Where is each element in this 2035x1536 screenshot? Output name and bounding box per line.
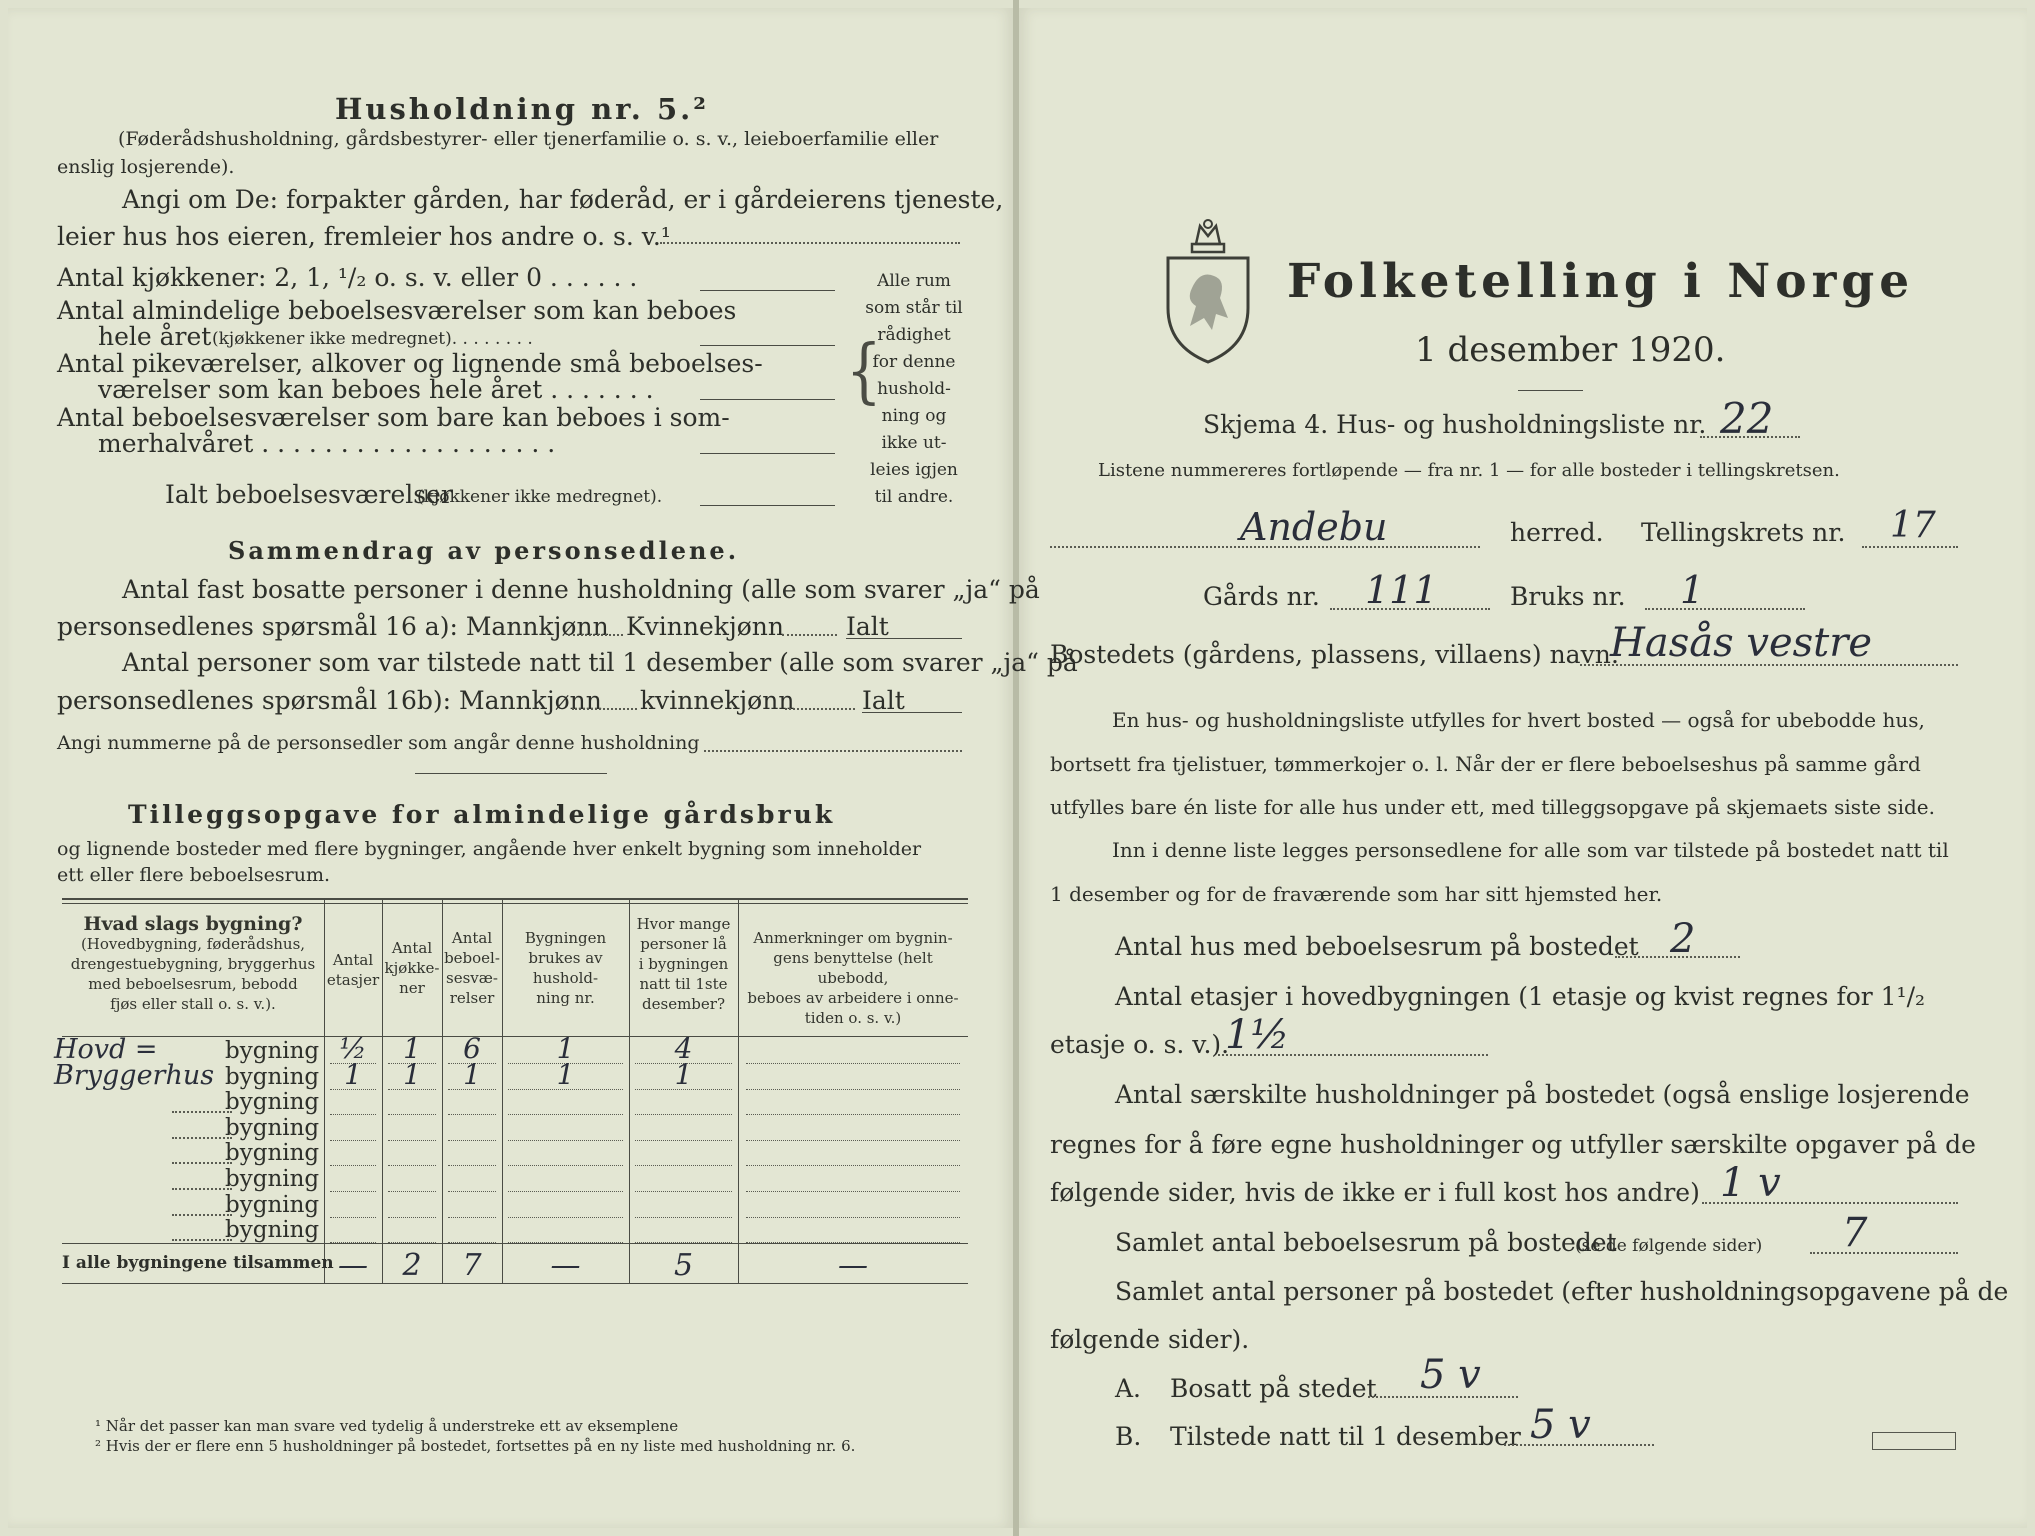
footnote-1: ¹ Når det passer kan man svare ved tydelig å understreke ett av eksemplene: [95, 1417, 679, 1435]
cell-line: [330, 1165, 376, 1166]
schema-line: Skjema 4. Hus- og husholdningsliste nr.: [1203, 410, 1707, 439]
row-building-word: bygning: [225, 1063, 320, 1090]
summary-line-2: personsedlenes spørsmål 16 a): Mannkjønn: [57, 612, 609, 641]
cell-line: [508, 1217, 623, 1218]
header-household: [502, 928, 629, 1008]
herred-value: Andebu: [1240, 505, 1388, 549]
cell-line: [635, 1114, 732, 1115]
page-fold: [1013, 0, 1019, 1536]
female2-line: [785, 708, 855, 710]
cell-etasjer: 1: [344, 1057, 362, 1091]
households-label-3: følgende sider, hvis de ikke er i full kost hos andre): [1050, 1178, 1700, 1207]
floors-label-1: Antal etasjer i hovedbygningen (1 etasje og kvist regnes for 1¹/₂: [1115, 982, 1926, 1011]
summary-line-1: Antal fast bosatte personer i denne husholdning (alle som svarer „ja“ på: [122, 575, 1040, 604]
list-number: 22: [1720, 394, 1774, 443]
cell-line: [508, 1191, 623, 1192]
total-kitchens: 2: [402, 1248, 422, 1283]
header-line: beboes av arbeidere i onne-: [747, 989, 959, 1007]
rooms-total: Ialt beboelsesværelser: [165, 480, 453, 509]
herred-label: herred.: [1510, 518, 1604, 547]
cell-hush: 1: [556, 1032, 575, 1065]
header-line: ning nr.: [536, 989, 595, 1007]
header-line: gens benyttelse (helt ubebodd,: [773, 949, 933, 987]
cell-line: [330, 1242, 376, 1243]
cell-line: [448, 1217, 496, 1218]
table-bottom-rule: [62, 1283, 968, 1284]
separator-rule: [415, 773, 607, 774]
instr-line-4: Inn i denne liste legges personsedlene for alle som var tilstede på bostedet natt til: [1112, 838, 1949, 862]
total-answer-line: [700, 505, 835, 506]
cell-line: [388, 1140, 436, 1141]
header-line: (Hovedbygning, føderådshus,: [80, 935, 306, 953]
rooms-kitchens: Antal kjøkkener: 2, 1, ¹/₂ o. s. v. eller 0 . . . . . .: [57, 263, 638, 292]
household-title: Husholdning nr. 5.²: [335, 92, 709, 126]
cell-line: [448, 1165, 496, 1166]
floors-label-2: etasje o. s. v.).: [1050, 1030, 1230, 1059]
gards-label: Gårds nr.: [1203, 582, 1320, 611]
row-building-name: Hovd =: [54, 1034, 158, 1065]
instr-line-3: utfylles bare én liste for alle hus under ett, med tilleggsopgave på skjemaets siste side.: [1050, 795, 1935, 819]
tellingskrets-label: Tellingskrets nr.: [1641, 518, 1846, 547]
instr-line-5: 1 desember og for de fraværende som har sitt hjemsted her.: [1050, 882, 1663, 906]
remarks-line: [746, 1191, 960, 1192]
resident-letter: A.: [1115, 1374, 1142, 1403]
remarks-line: [746, 1165, 960, 1166]
brace-note-line: leies igjen: [870, 460, 958, 480]
cell-line: [388, 1165, 436, 1166]
row-name-line: [172, 1239, 232, 1241]
row-building-word: bygning: [225, 1140, 320, 1167]
cell-vaer: 6: [463, 1032, 481, 1065]
supplement-line-2: ett eller flere beboelsesrum.: [57, 864, 331, 886]
present-letter: B.: [1115, 1422, 1142, 1451]
cell-pers: 1: [674, 1057, 693, 1091]
numbers-line: [704, 750, 962, 752]
floors-line: [1218, 1054, 1488, 1056]
cell-line: [508, 1089, 623, 1090]
rooms-ordinary-a: Antal almindelige beboelsesværelser som kan beboes: [57, 296, 737, 325]
total-household: —: [550, 1248, 581, 1283]
building-table: [54, 898, 968, 1288]
instr-line-1: En hus- og husholdningsliste utfylles for hvert bosted — også for ubebodde hus,: [1112, 708, 1925, 732]
row-name-line: [172, 1188, 232, 1190]
row-building-name: Bryggerhus: [54, 1059, 215, 1091]
cell-line: [635, 1165, 732, 1166]
herred-line: [1050, 546, 1480, 548]
footnote-2: ² Hvis der er flere enn 5 husholdninger på bostedet, fortsettes på en ny liste med husholdning nr. 6.: [95, 1437, 856, 1455]
male2-line: [572, 708, 637, 710]
bruks-value: 1: [1680, 568, 1705, 612]
houses-label: Antal hus med beboelsesrum på bostedet: [1115, 932, 1639, 961]
brace-note-line: Alle rum: [877, 271, 951, 291]
cell-pers: 4: [674, 1032, 693, 1065]
header-line: hushold-: [532, 969, 599, 987]
households-line: [1702, 1202, 1958, 1204]
supplement-line-1: og lignende bosteder med flere bygninger, angående hver enkelt bygning som inneholder: [57, 838, 922, 860]
remarks-line: [746, 1089, 960, 1090]
cell-line: [635, 1191, 732, 1192]
census-date: 1 desember 1920.: [1415, 330, 1726, 370]
row-building-word: bygning: [225, 1166, 320, 1192]
cell-kjokken: 1: [403, 1032, 421, 1065]
cell-kjokken: 1: [403, 1057, 421, 1091]
header-kitchens: [382, 938, 442, 998]
households-label-1: Antal særskilte husholdninger på bostedet (også enslige losjerende: [1115, 1080, 1970, 1109]
summer-answer-line: [700, 453, 835, 454]
header-floors: [324, 950, 382, 990]
total-rooms: 7: [462, 1248, 482, 1283]
resident-label: Bosatt på stedet: [1170, 1374, 1377, 1403]
brace-note-line: rådighet: [877, 325, 951, 345]
intro-line-1: (Føderådshusholdning, gårdsbestyrer- eller tjenerfamilie o. s. v., leieboerfamilie eller: [118, 128, 939, 150]
cell-hush: 1: [556, 1057, 575, 1091]
census-title: Folketelling i Norge: [1287, 254, 1915, 309]
header-line: Antal: [391, 939, 433, 957]
question-line-1: Angi om De: forpakter gården, har føderåd, er i gårdeierens tjeneste,: [122, 185, 1004, 214]
maid-answer-line: [700, 399, 835, 400]
male-line: [568, 634, 623, 636]
numbering-note: Listene nummereres fortløpende — fra nr. 1 — for alle bosteder i tellingskretsen.: [1098, 460, 1840, 481]
header-line: ner: [399, 979, 425, 997]
cell-line: [448, 1191, 496, 1192]
remarks-line: [746, 1242, 960, 1243]
cell-line: [330, 1217, 376, 1218]
rooms-line: [1810, 1252, 1958, 1254]
header-line: Hvor mange: [636, 915, 731, 933]
brace-note-line: som står til: [865, 298, 963, 318]
header-persons: [629, 914, 738, 1014]
brace-note-line: ning og: [881, 406, 947, 426]
cell-line: [388, 1191, 436, 1192]
row-building-word: bygning: [225, 1089, 320, 1116]
total-floors: —: [338, 1248, 368, 1283]
cell-line: [635, 1089, 732, 1090]
rooms-maid-a: Antal pikeværelser, alkover og lignende små beboelses-: [57, 349, 763, 378]
intro-line-2: enslig losjerende).: [57, 156, 235, 178]
brace-note-line: for denne: [872, 352, 956, 372]
brace-note-line: til andre.: [874, 487, 954, 507]
remarks-line: [746, 1217, 960, 1218]
rooms-value: 7: [1842, 1210, 1868, 1256]
row-building-word: bygning: [225, 1038, 320, 1064]
cell-line: [508, 1242, 623, 1243]
header-line: med beboelsesrum, bebodd: [88, 975, 298, 993]
summary-line-5: Angi nummerne på de personsedler som angår denne husholdning: [57, 732, 700, 754]
rooms-maid-b: værelser som kan beboes hele året . . . . . . .: [98, 375, 654, 404]
total2-line: [862, 712, 962, 713]
header-rooms: [442, 928, 502, 1008]
summary-total: Ialt: [846, 612, 889, 641]
header-line: relser: [449, 989, 495, 1007]
cell-line: [388, 1089, 436, 1090]
gards-value: 111: [1365, 568, 1438, 612]
header-line: sesvæ-: [446, 969, 498, 987]
instr-line-2: bortsett fra tjelistuer, tømmerkojer o. l. Når der er flere beboelseshus på samme gård: [1050, 752, 1921, 776]
cell-line: [635, 1242, 732, 1243]
cell-line: [508, 1165, 623, 1166]
rooms-summer-a: Antal beboelsesværelser som bare kan beboes i som-: [57, 403, 730, 432]
remarks-line: [746, 1063, 960, 1064]
row-building-word: bygning: [225, 1217, 320, 1244]
header-line: i bygningen: [638, 955, 729, 973]
houses-value: 2: [1670, 916, 1696, 962]
table-top-rule-2: [62, 903, 968, 904]
brace-note-line: hushold-: [877, 379, 951, 399]
cell-line: [448, 1140, 496, 1141]
header-line: desember?: [642, 995, 725, 1013]
list-number-line: [1700, 436, 1800, 438]
header-line: Antal: [332, 951, 374, 969]
female-line: [782, 634, 837, 636]
table-top-rule: [62, 898, 968, 900]
answer-line: [660, 242, 960, 244]
summary-line-3: Antal personer som var tilstede natt til 1 desember (alle som svarer „ja“ på: [122, 648, 1078, 677]
cell-line: [635, 1140, 732, 1141]
header-line: natt til 1ste: [639, 975, 728, 993]
total-row-label: I alle bygningene tilsammen: [62, 1253, 334, 1273]
summary-female: Kvinnekjønn: [626, 612, 784, 641]
cell-line: [330, 1114, 376, 1115]
rooms-ordinary-note: (kjøkkener ikke medregnet). . . . . . . .: [212, 329, 533, 349]
printer-stamp-icon: [1872, 1432, 1956, 1450]
persons-label-2: følgende sider).: [1050, 1325, 1250, 1354]
summary-total-2: Ialt: [862, 686, 905, 715]
header-line: etasjer: [326, 971, 380, 989]
header-line: Anmerkninger om bygnin-: [753, 929, 953, 947]
bruks-label: Bruks nr.: [1510, 582, 1626, 611]
gards-line: [1330, 608, 1490, 610]
header-building-type: [62, 914, 324, 1014]
cell-vaer: 1: [463, 1057, 481, 1091]
header-line: fjøs eller stall o. s. v.).: [110, 995, 276, 1013]
rooms-ordinary-b: hele året: [98, 322, 212, 351]
bruks-line: [1645, 608, 1805, 610]
brace-note-line: ikke ut-: [881, 433, 947, 453]
cell-line: [448, 1242, 496, 1243]
header-remarks: [738, 928, 968, 1028]
summary-female-2: kvinnekjønn: [640, 686, 795, 715]
cell-line: [330, 1191, 376, 1192]
tellingskrets-value: 17: [1890, 505, 1936, 546]
resident-line: [1368, 1396, 1518, 1398]
households-value: 1 v: [1720, 1160, 1781, 1206]
header-line: Bygningen: [524, 929, 607, 947]
brace-note: [862, 268, 966, 511]
resident-value: 5 v: [1420, 1352, 1481, 1398]
cell-line: [635, 1217, 732, 1218]
header-line: beboel-: [444, 949, 500, 967]
houses-line: [1615, 956, 1740, 958]
cell-line: [388, 1242, 436, 1243]
rooms-total-note: (kjøkkener ikke medregnet).: [417, 487, 663, 507]
cell-etasjer: ½: [339, 1032, 367, 1065]
coat-of-arms-icon: [1160, 218, 1256, 366]
summary-line-4: personsedlenes spørsmål 16b): Mannkjønn: [57, 686, 602, 715]
row-building-word: bygning: [225, 1191, 320, 1218]
present-line: [1504, 1444, 1654, 1446]
cell-line: [448, 1089, 496, 1090]
ordinary-answer-line: [700, 345, 835, 346]
households-label-2: regnes for å føre egne husholdninger og utfyller særskilte opgaver på de: [1050, 1130, 1976, 1159]
header-line: tiden o. s. v.): [804, 1009, 902, 1027]
row-name-line: [172, 1137, 232, 1139]
rooms-note: (se de følgende sider): [1575, 1236, 1763, 1256]
cell-line: [388, 1114, 436, 1115]
present-label: Tilstede natt til 1 desember: [1170, 1422, 1521, 1451]
supplement-title: Tilleggsopgave for almindelige gårdsbruk: [128, 800, 836, 829]
brace: {: [846, 330, 882, 412]
header-line: drengestuebygning, bryggerhus: [70, 955, 316, 973]
row-name-line: [172, 1111, 232, 1113]
persons-label-1: Samlet antal personer på bostedet (efter husholdningsopgavene på de: [1115, 1277, 2009, 1306]
remarks-line: [746, 1114, 960, 1115]
floors-value: 1½: [1225, 1012, 1290, 1058]
bosted-label: Bostedets (gårdens, plassens, villaens) navn:: [1050, 640, 1620, 669]
tellingskrets-line: [1862, 546, 1958, 548]
bosted-line: [1580, 664, 1958, 666]
bosted-value: Hasås vestre: [1610, 620, 1873, 666]
rooms-summer-b: merhalvåret . . . . . . . . . . . . . . . . . . .: [98, 429, 556, 458]
cell-line: [508, 1114, 623, 1115]
kitchens-answer-line: [700, 290, 835, 291]
header-line: brukes av: [528, 949, 603, 967]
remarks-line: [746, 1140, 960, 1141]
summary-title: Sammendrag av personsedlene.: [228, 536, 740, 565]
header-line: personer lå: [640, 935, 727, 953]
header-line: kjøkke-: [384, 959, 440, 977]
row-building-word: bygning: [225, 1114, 320, 1141]
rooms-label: Samlet antal beboelsesrum på bostedet: [1115, 1228, 1617, 1257]
total-persons: 5: [673, 1248, 694, 1283]
cell-line: [448, 1114, 496, 1115]
row-name-line: [172, 1162, 232, 1164]
cell-line: [330, 1089, 376, 1090]
cell-line: [508, 1140, 623, 1141]
total-remarks: —: [838, 1248, 868, 1283]
cell-line: [330, 1140, 376, 1141]
row-name-line: [172, 1214, 232, 1216]
header-line: Antal: [451, 929, 493, 947]
cell-line: [388, 1217, 436, 1218]
present-value: 5 v: [1530, 1402, 1591, 1448]
title-separator: [1518, 390, 1583, 391]
header-line: Hvad slags bygning?: [83, 913, 303, 935]
question-line-2: leier hus hos eieren, fremleier hos andre o. s. v.¹: [57, 222, 671, 251]
total-line: [846, 638, 962, 639]
